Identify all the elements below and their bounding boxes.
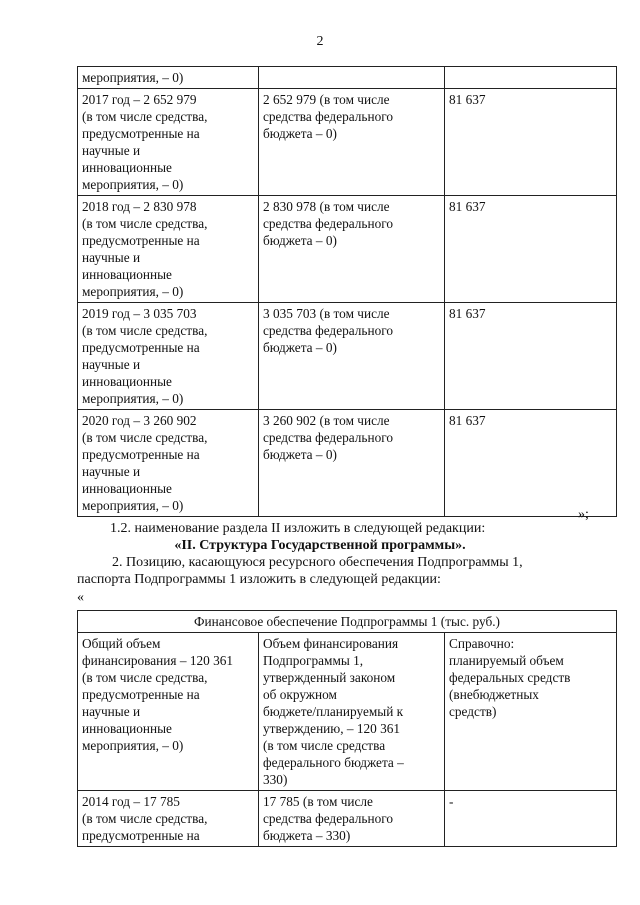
cell-line: (в том числе средства <box>263 738 386 753</box>
table-cell <box>259 196 445 303</box>
cell-line: 81 637 <box>449 306 486 321</box>
cell-line: - <box>449 794 454 809</box>
cell-line: научные и <box>82 357 141 372</box>
cell-line: средства федерального <box>263 323 393 338</box>
cell-line: 2 652 979 (в том числе <box>263 92 390 107</box>
cell-line: (в том числе средства, <box>82 323 208 338</box>
table-cell <box>78 89 259 196</box>
cell-line: инновационные <box>82 374 172 389</box>
table-row <box>78 196 617 303</box>
cell-line: бюджета – 0) <box>263 126 337 141</box>
cell-line: инновационные <box>82 481 172 496</box>
table-row <box>78 633 617 791</box>
cell-line: утверждению, – 120 361 <box>263 721 401 736</box>
cell-line: научные и <box>82 250 141 265</box>
cell-line: предусмотренные на <box>82 828 200 843</box>
cell-line: 2018 год – 2 830 978 <box>82 199 197 214</box>
cell-line: научные и <box>82 704 141 719</box>
cell-line: 3 260 902 (в том числе <box>263 413 390 428</box>
table-cell <box>78 791 259 847</box>
cell-line: федеральных средств <box>449 670 571 685</box>
cell-line: 3 035 703 (в том числе <box>263 306 390 321</box>
table-cell <box>445 410 617 517</box>
cell-line: мероприятия, – 0) <box>82 738 184 753</box>
table-cell <box>259 410 445 517</box>
table-cell <box>445 791 617 847</box>
financing-table-continued <box>77 66 617 517</box>
cell-line: средства федерального <box>263 109 393 124</box>
table-header: Финансовое обеспечение Подпрограммы 1 (тыс. руб.) <box>78 611 617 633</box>
paragraph-2-line-1: 2. Позицию, касающуюся ресурсного обеспечения Подпрограммы 1, <box>112 555 523 570</box>
opening-quote: « <box>77 590 84 605</box>
cell-line: средства федерального <box>263 811 393 826</box>
section-title: «II. Структура Государственной программы». <box>174 538 466 553</box>
cell-line: бюджета – 0) <box>263 447 337 462</box>
table-cell <box>259 303 445 410</box>
table-cell <box>445 67 617 89</box>
table-cell <box>445 303 617 410</box>
table-header-row <box>78 611 617 633</box>
table-cell <box>78 303 259 410</box>
cell-line: мероприятия, – 0) <box>82 177 184 192</box>
cell-line: 17 785 (в том числе <box>263 794 373 809</box>
table-cell <box>259 67 445 89</box>
cell-line: Подпрограммы 1, <box>263 653 364 668</box>
table-cell <box>78 67 259 89</box>
page-number: 2 <box>316 34 324 49</box>
cell-line: средства федерального <box>263 216 393 231</box>
cell-line: 81 637 <box>449 199 486 214</box>
cell-line: бюджета – 0) <box>263 233 337 248</box>
cell-line: (в том числе средства, <box>82 430 208 445</box>
cell-line: научные и <box>82 143 141 158</box>
cell-line: 81 637 <box>449 413 486 428</box>
paragraph-1-2: 1.2. наименование раздела II изложить в следующей редакции: <box>110 521 486 536</box>
table-cell <box>445 196 617 303</box>
cell-line: (в том числе средства, <box>82 216 208 231</box>
table-row <box>78 67 617 89</box>
cell-line: (в том числе средства, <box>82 670 208 685</box>
table-cell <box>78 410 259 517</box>
table-cell <box>259 791 445 847</box>
table-row <box>78 303 617 410</box>
table-cell <box>445 633 617 791</box>
table-row <box>78 89 617 196</box>
cell-line: предусмотренные на <box>82 126 200 141</box>
cell-line: научные и <box>82 464 141 479</box>
cell-line: 2014 год – 17 785 <box>82 794 180 809</box>
cell-line: 2017 год – 2 652 979 <box>82 92 197 107</box>
table-row <box>78 410 617 517</box>
cell-line: предусмотренные на <box>82 340 200 355</box>
cell-line: финансирования – 120 361 <box>82 653 234 668</box>
cell-line: утвержденный законом <box>263 670 396 685</box>
cell-line: об окружном <box>263 687 337 702</box>
cell-line: 2019 год – 3 035 703 <box>82 306 197 321</box>
cell-line: средства федерального <box>263 430 393 445</box>
table-cell <box>78 633 259 791</box>
table-cell <box>78 196 259 303</box>
cell-line: (в том числе средства, <box>82 109 208 124</box>
cell-line: Общий объем <box>82 636 161 651</box>
cell-line: 330) <box>263 772 288 787</box>
table-cell <box>445 89 617 196</box>
cell-line: предусмотренные на <box>82 233 200 248</box>
cell-line: мероприятия, – 0) <box>82 70 184 85</box>
cell-line: бюджета – 0) <box>263 340 337 355</box>
table-cell <box>259 633 445 791</box>
cell-line: (внебюджетных <box>449 687 539 702</box>
closing-quote: »; <box>578 507 589 522</box>
cell-line: мероприятия, – 0) <box>82 391 184 406</box>
cell-line: федерального бюджета – <box>263 755 404 770</box>
cell-line: средств) <box>449 704 497 719</box>
cell-line: бюджета – 330) <box>263 828 351 843</box>
cell-line: Объем финансирования <box>263 636 399 651</box>
paragraph-2-line-2: паспорта Подпрограммы 1 изложить в следующей редакции: <box>77 572 441 587</box>
cell-line: мероприятия, – 0) <box>82 498 184 513</box>
cell-line: предусмотренные на <box>82 447 200 462</box>
table-cell <box>259 89 445 196</box>
cell-line: инновационные <box>82 160 172 175</box>
cell-line: 2 830 978 (в том числе <box>263 199 390 214</box>
cell-line: (в том числе средства, <box>82 811 208 826</box>
table-row <box>78 791 617 847</box>
cell-line: Справочно: <box>449 636 515 651</box>
cell-line: планируемый объем <box>449 653 564 668</box>
subprogram-financing-table <box>77 610 617 847</box>
cell-line: инновационные <box>82 267 172 282</box>
cell-line: мероприятия, – 0) <box>82 284 184 299</box>
cell-line: 81 637 <box>449 92 486 107</box>
cell-line: бюджете/планируемый к <box>263 704 404 719</box>
cell-line: инновационные <box>82 721 172 736</box>
cell-line: 2020 год – 3 260 902 <box>82 413 197 428</box>
cell-line: предусмотренные на <box>82 687 200 702</box>
